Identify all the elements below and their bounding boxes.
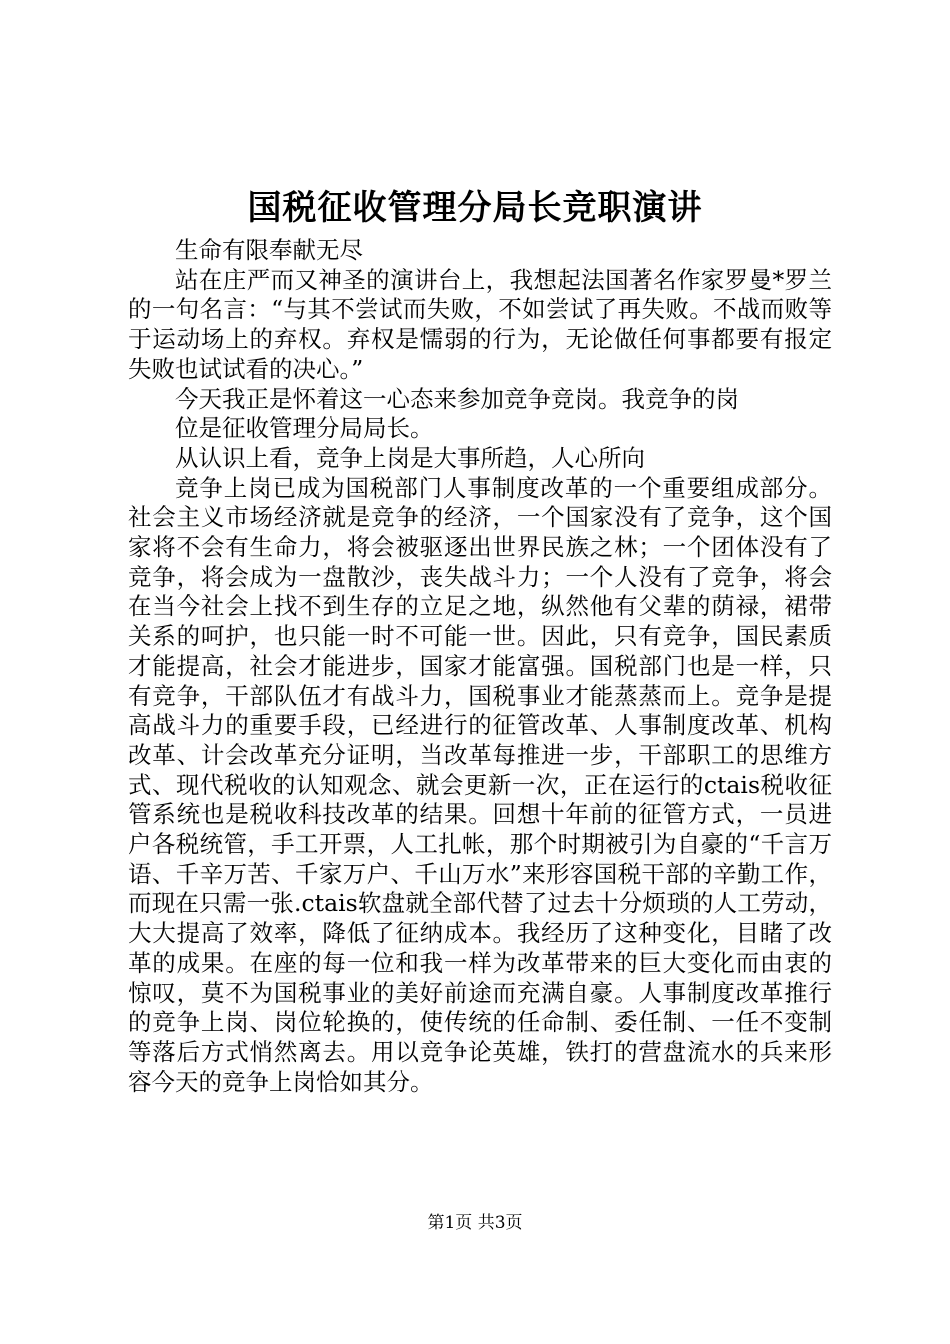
- document-body: [128, 236, 832, 1097]
- page-footer: 第1页 共3页: [427, 1213, 523, 1233]
- paragraph: 生命有限奉献无尽: [175, 236, 363, 264]
- paragraph: 站在庄严而又神圣的演讲台上，我想起法国著名作家罗曼*罗兰的一句名言：“与其不尝试而失败，不如尝试了再失败。不战而败等于运动场上的弃权。弃权是懦弱的行为，无论做任何事都要有报定失败也试试看的决心。”: [128, 265, 832, 383]
- paragraph: 从认识上看，竞争上岗是大事所趋，人心所向: [175, 443, 645, 472]
- document-title: 国税征收管理分局长竞职演讲: [247, 188, 703, 228]
- paragraph: 位是征收管理分局局长。: [175, 414, 434, 443]
- paragraph: 今天我正是怀着这一心态来参加竞争竞岗。我竞争的岗: [175, 384, 739, 413]
- paragraph: 竞争上岗已成为国税部门人事制度改革的一个重要组成部分。社会主义市场经济就是竞争的经济，一个国家没有了竞争，这个国家将不会有生命力，将会被驱逐出世界民族之林；一个团体没有了竞争，将会成为一盘散沙，丧失战斗力；一个人没有了竞争，将会在当今社会上找不到生存的立足之地，纵然他有父辈的荫禄，裙带关系的呵护，也只能一时不可能一世。因此，只有竞争，国民素质才能提高，社会才能进步，国家才能富强。国税部门也是一样，只有竞争，干部队伍才有战斗力，国税事业才能蒸蒸而上。竞争是提高战斗力的重要手段，已经进行的征管改革、人事制度改革、机构改革、计会改革充分证明，当改革每推进一步，干部职工的思维方式、现代税收的认知观念、就会更新一次，正在运行的ctais税收征管系统也是税收科技改革的结果。回想十年前的征管方式，一员进户各税统管，手工开票，人工扎帐，那个时期被引为自豪的“千言万语、千辛万苦、千家万户、千山万水”来形容国税干部的辛勤工作，而现在只需一张.ctais软盘就全部代替了过去十分烦琐的人工劳动，大大提高了效率，降低了征纳成本。我经历了这种变化，目睹了改革的成果。在座的每一位和我一样为改革带来的巨大变化而由衷的惊叹，莫不为国税事业的美好前途而充满自豪。人事制度改革推行的竞争上岗、岗位轮换的，使传统的任命制、委任制、一任不变制等落后方式悄然离去。用以竞争论英雄，铁打的营盘流水的兵来形容今天的竞争上岗恰如其分。: [128, 473, 832, 1096]
